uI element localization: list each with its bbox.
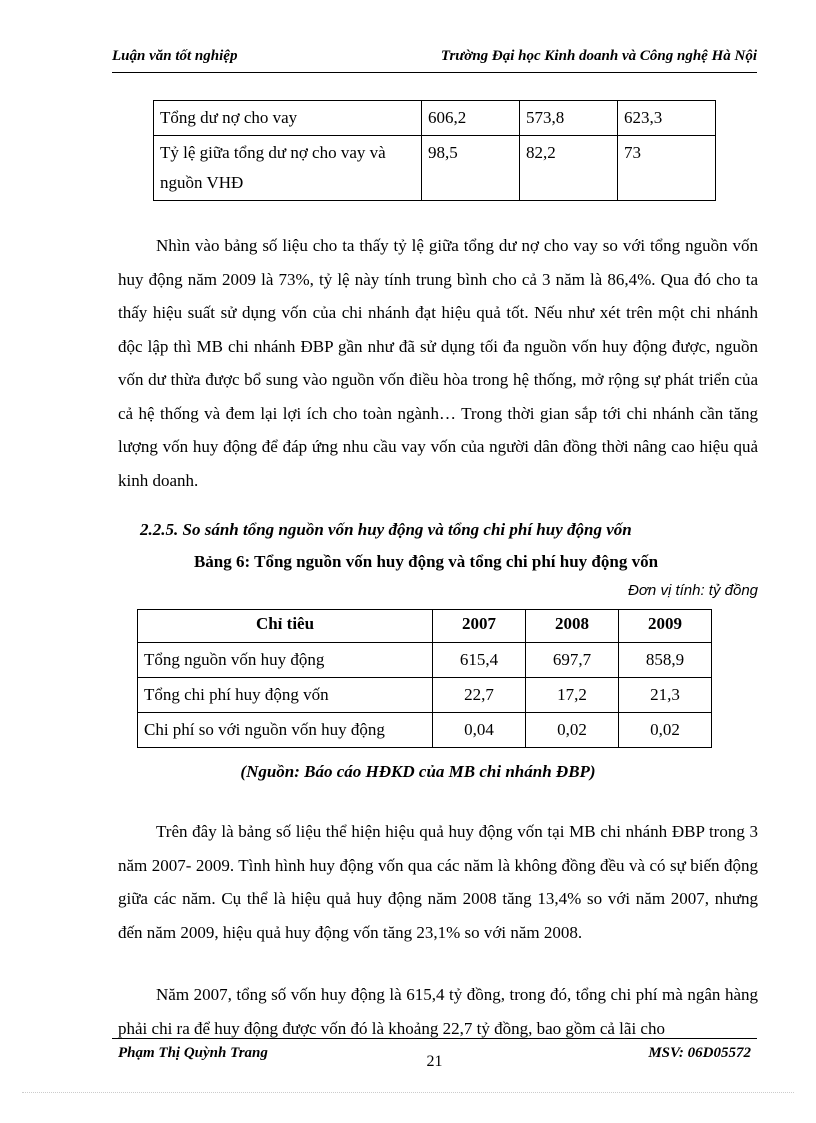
paragraph-text: Năm 2007, tổng số vốn huy động là 615,4 tỷ đồng, trong đó, tổng chi phí mà ngân hàng phải chi ra để huy động được vốn đó là khoảng 22,7 tỷ đồng, bao gồm cả lãi cho	[118, 985, 758, 1038]
table-title: Bảng 6: Tổng nguồn vốn huy động và tổng chi phí huy động vốn	[193, 552, 659, 571]
page-number: 21	[426, 1053, 443, 1070]
cell-value: 17,2	[526, 678, 619, 713]
loan-ratio-table	[153, 100, 716, 201]
paragraph-text: Nhìn vào bảng số liệu cho ta thấy tỷ lệ giữa tổng dư nợ cho vay so với tổng nguồn vốn huy động năm 2009 là 73%, tỷ lệ này tính trung bình cho cả 3 năm là 86,4%. Qua đó cho ta thấy hiệu suất sử dụng vốn của chi nhánh đạt hiệu quả tốt. Nếu như xét trên một chi nhánh độc lập thì MB chi nhánh ĐBP gần như đã sử dụng tối đa nguồn vốn huy động được, nguồn vốn dư thừa được bổ sung vào nguồn vốn điều hòa trong hệ thống, mở rộng sự phát triển của cả hệ thống và đem lại lợi ích cho toàn ngành… Trong thời gian sắp tới chi nhánh cần tăng lượng vốn huy động để đáp ứng nhu cầu vay vốn của người dân đồng thời nâng cao hiệu quả kinh doanh.	[118, 236, 758, 490]
table-header-row	[138, 610, 712, 643]
header-university-name: Trường Đại học Kinh doanh và Công nghệ Hà Nội	[440, 48, 757, 64]
unit-label: Đơn vị tính: tỷ đồng	[628, 582, 758, 599]
cell-value: 858,9	[619, 643, 712, 678]
table-row	[154, 101, 716, 136]
row-label: Tổng chi phí huy động vốn	[138, 678, 433, 713]
cell-value: 21,3	[619, 678, 712, 713]
cell-value: 22,7	[433, 678, 526, 713]
page-bottom-divider	[22, 1092, 794, 1093]
paragraph-2007-cost	[118, 978, 758, 1045]
table-source-note: (Nguồn: Báo cáo HĐKD của MB chi nhánh ĐBP)	[240, 762, 596, 781]
column-header: 2007	[433, 610, 526, 643]
page-footer	[112, 1038, 757, 1079]
table-row	[138, 643, 712, 678]
table-row	[138, 713, 712, 748]
page-header	[112, 46, 757, 73]
cell-value: 82,2	[520, 136, 618, 201]
row-label: Chi phí so với nguồn vốn huy động	[138, 713, 433, 748]
cell-value: 615,4	[433, 643, 526, 678]
table-row	[154, 136, 716, 201]
paragraph-efficiency-analysis	[118, 815, 758, 949]
student-id: MSV: 06D05572	[648, 1045, 751, 1061]
cell-value: 0,02	[619, 713, 712, 748]
row-label: Tổng nguồn vốn huy động	[138, 643, 433, 678]
cell-value: 98,5	[422, 136, 520, 201]
cell-value: 0,02	[526, 713, 619, 748]
author-name: Phạm Thị Quỳnh Trang	[118, 1045, 268, 1061]
cell-value: 697,7	[526, 643, 619, 678]
table-row	[138, 678, 712, 713]
column-header: 2008	[526, 610, 619, 643]
section-heading: 2.2.5. So sánh tổng nguồn vốn huy động và tổng chi phí huy động vốn	[140, 520, 632, 539]
row-label: Tỷ lệ giữa tổng dư nợ cho vay và nguồn VHĐ	[154, 136, 422, 201]
column-header: 2009	[619, 610, 712, 643]
header-thesis-label: Luận văn tốt nghiệp	[112, 48, 238, 64]
paragraph-loan-ratio-analysis	[118, 229, 758, 497]
cell-value: 573,8	[520, 101, 618, 136]
cell-value: 606,2	[422, 101, 520, 136]
column-header: Chỉ tiêu	[138, 610, 433, 643]
paragraph-text: Trên đây là bảng số liệu thể hiện hiệu quả huy động vốn tại MB chi nhánh ĐBP trong 3 năm 2007- 2009. Tình hình huy động vốn qua các năm là không đồng đều và có sự biến động giữa các năm. Cụ thể là hiệu quả huy động năm 2008 tăng 13,4% so với năm 2007, nhưng đến năm 2009, hiệu quả huy động vốn tăng 23,1% so với năm 2008.	[118, 822, 758, 942]
cell-value: 73	[618, 136, 716, 201]
row-label: Tổng dư nợ cho vay	[154, 101, 422, 136]
cell-value: 0,04	[433, 713, 526, 748]
capital-cost-table	[137, 609, 712, 748]
cell-value: 623,3	[618, 101, 716, 136]
